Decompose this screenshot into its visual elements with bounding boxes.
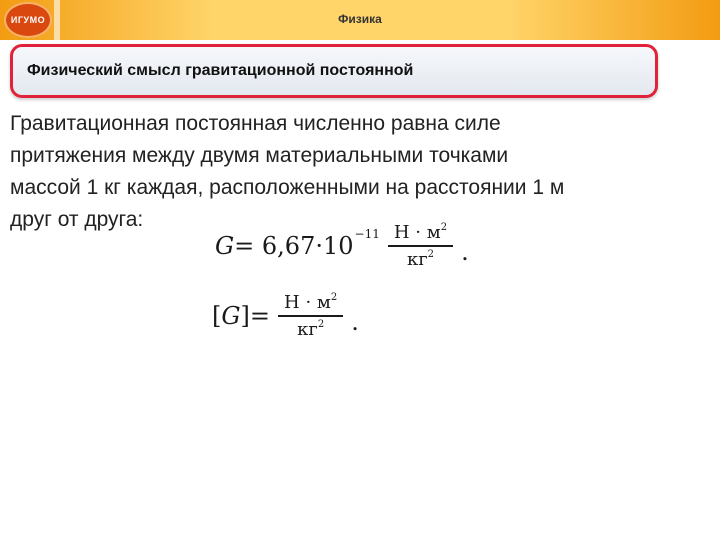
formula1-denominator: $кг^2$ (406, 249, 434, 270)
formula2-denominator: $кг^2$ (297, 319, 325, 340)
formula2-symbol: G (221, 302, 241, 330)
formula2-units-fraction (278, 292, 343, 340)
formula1-value: = 6,67·10 (234, 232, 354, 260)
formula1-end: . (461, 238, 469, 266)
formula2-bracket-open: [ (212, 302, 222, 330)
body-line-3: массой 1 кг каждая, расположенными на расстоянии 1 м (10, 176, 565, 199)
gravitational-constant-units-formula (212, 292, 359, 340)
formula1-numerator: $Н \cdot м^2$ (393, 222, 448, 243)
slide-heading-box (10, 44, 658, 98)
body-paragraph (10, 108, 700, 236)
formula2-equals: = (249, 302, 271, 330)
fraction-bar (388, 245, 453, 247)
slide-heading: Физический смысл гравитационной постоянной (27, 62, 414, 79)
body-line-4: друг от друга: (10, 208, 144, 231)
formula2-numerator: $Н \cdot м^2$ (284, 292, 338, 313)
formula2-bracket-close: ] (240, 302, 250, 330)
formula1-units-fraction (388, 222, 453, 270)
top-header-bar (0, 0, 720, 40)
body-line-2: притяжения между двумя материальными точками (10, 144, 509, 167)
formula1-symbol: G (215, 232, 235, 260)
subject-title: Физика (338, 12, 382, 26)
logo-text: ИГУМО (10, 15, 46, 25)
formula2-end: . (351, 308, 359, 336)
gravitational-constant-formula (215, 222, 469, 270)
formula1-exponent: −11 (354, 227, 380, 241)
body-line-1: Гравитационная постоянная численно равна силе (10, 112, 501, 135)
fraction-bar (278, 315, 343, 317)
